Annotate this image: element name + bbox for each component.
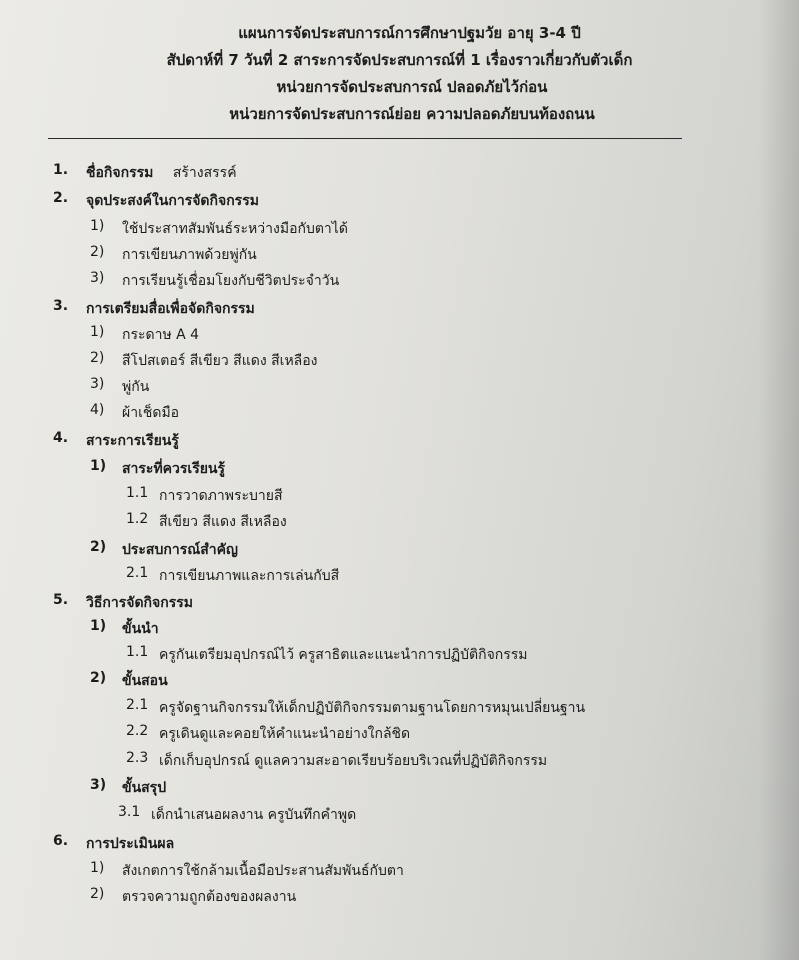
page-edge-shadow: [759, 0, 799, 960]
section-title: สาระการเรียนรู้: [86, 433, 179, 449]
header-sub-unit: หน่วยการจัดประสบการณ์ย่อย ความปลอดภัยบนท้องถนน: [229, 105, 595, 123]
section-title: ชื่อกิจกรรม: [86, 165, 154, 181]
header-week-day: สัปดาห์ที่ 7 วันที่ 2 สาระการจัดประสบการณ์ที่ 1 เรื่องราวเกี่ยวกับตัวเด็ก: [166, 51, 633, 69]
section-title: การเตรียมสื่อเพื่อจัดกิจกรรม: [86, 301, 255, 317]
header-divider: [48, 138, 682, 139]
document-header: [0, 20, 799, 128]
header-plan-title: แผนการจัดประสบการณ์การศึกษาปฐมวัย อายุ 3-4 ปี: [238, 24, 581, 42]
header-unit: หน่วยการจัดประสบการณ์ ปลอดภัยไว้ก่อน: [276, 78, 548, 96]
section-title: จุดประสงค์ในการจัดกิจกรรม: [86, 193, 259, 209]
activity-name-value: สร้างสรรค์: [172, 165, 237, 181]
section-title: วิธีการจัดกิจกรรม: [86, 595, 193, 611]
document-page: แผนการจัดประสบการณ์การศึกษาปฐมวัย อายุ 3-4 ปี สัปดาห์ที่ 7 วันที่ 2 สาระการจัดประสบการณ์ที่ 1 เรื่องราวเกี่ยวกับตัวเด็ก หน่วยการจัดประสบการณ์ ปลอดภัยไว้ก่อน หน่วยการจัดประสบการณ์ย่อย ความปลอดภัยบนท้องถนน 1. ชื่อกิจกรรม สร้างสรรค์ 2. จุดประสงค์ในการจัดกิจกรรม 1) ใช้ประสาทสัมพันธ์ระหว่างมือกับตาได้ 2) การเขียนภาพด้วยพู่กัน 3) การเรียนรู้เชื่อมโยงกับชีวิตประจำวัน 3. การเตรียมสื่อเพื่อจัดกิจกรรม 1) กระดาษ A 4 2) สีโปสเตอร์ สีเขียว สีแดง สีเหลือง 3) พู่กัน 4) ผ้าเช็ดมือ 4. สาระการเรียนรู้ 1) สาระที่ควรเรียนรู้ 1.1 การวาดภาพระบายสี 1.2 สีเขียว สีแดง สีเหลือง 2) ประสบการณ์สำคัญ 2.1 การเขียนภาพและการเล่นกับสี 5. วิธีการจัดกิจกรรม 1) ขั้นนำ 1.1 ครูกันเตรียมอุปกรณ์ไว้ ครูสาธิตและแนะนำการปฏิบัติกิจกรรม 2) ขั้นสอน 2.1 ครูจัดฐานกิจกรรมให้เด็กปฏิบัติกิจกรรมตามฐานโดยการหมุนเปลี่ยนฐาน 2.2 ครูเดินดูและคอยให้คำแนะนำอย่างใกล้ชิด 2.3 เด็กเก็บอุปกรณ์ ดูแลความสะอาดเรียบร้อยบริเวณที่ปฏิบัติกิจกรรม 3) ขั้นสรุป 3.1 เด็กนำเสนอผลงาน ครูบันทึกคำพูด 6. การประเมินผล 1) สังเกตการใช้กล้ามเนื้อมือประสานสัมพันธ์กับตา 2) ตรวจความถูกต้องของผลงาน: [0, 0, 799, 960]
section-title: การประเมินผล: [86, 836, 175, 852]
